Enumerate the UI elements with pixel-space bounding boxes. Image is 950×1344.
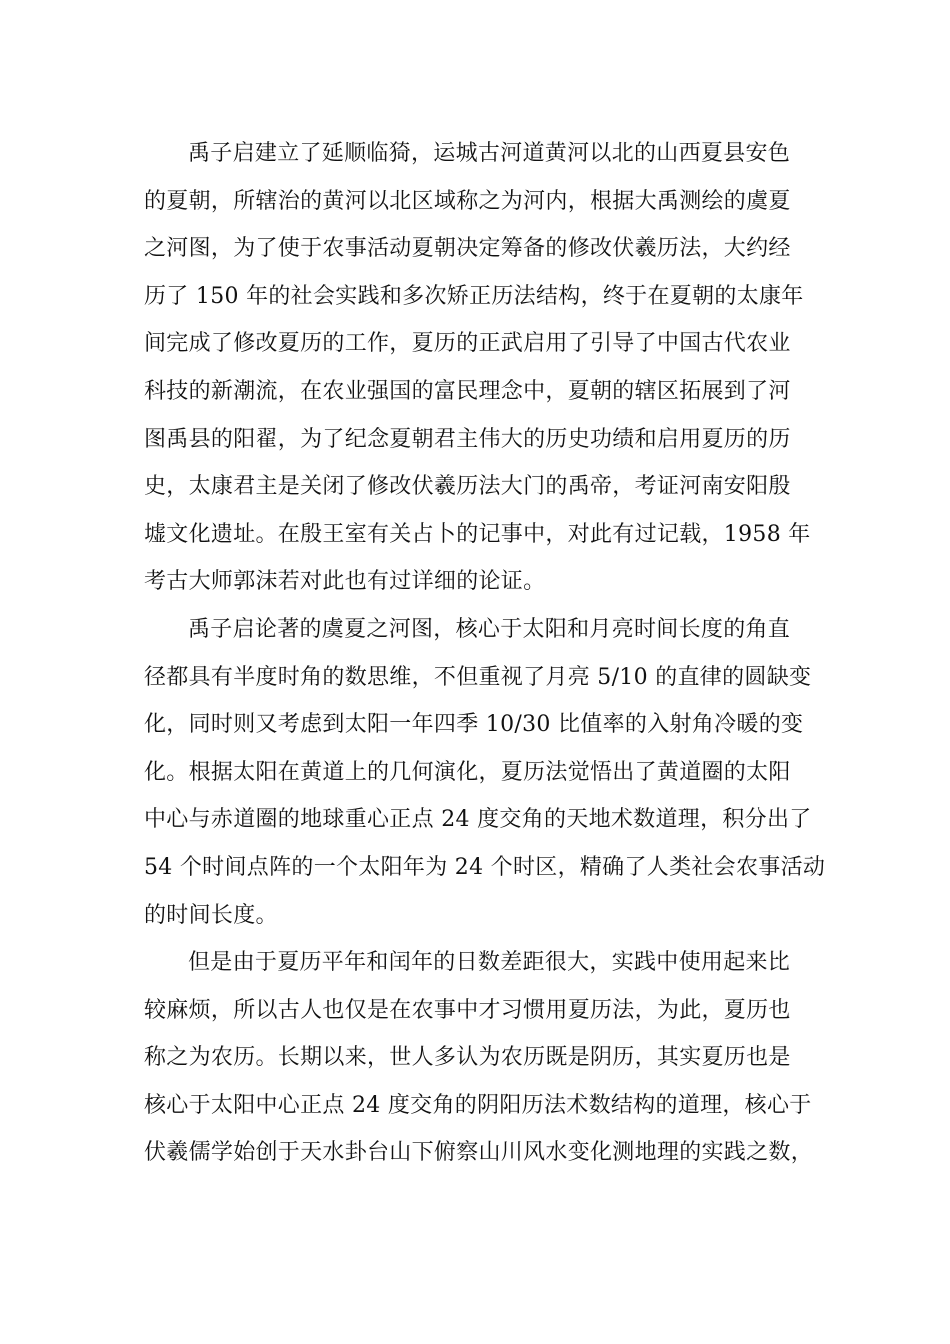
paragraph-2 xyxy=(144,606,826,939)
text-line: 的时间长度。 xyxy=(144,902,278,928)
paragraph-3 xyxy=(144,939,816,1177)
text-line: 图禹县的阳翟，为了纪念夏朝君主伟大的历史功绩和启用夏历的历 xyxy=(144,426,791,452)
text-line: 54 个时间点阵的一个太阳年为 24 个时区，精确了人类社会农事活动 xyxy=(144,854,826,880)
text-line: 之河图，为了使于农事活动夏朝决定筹备的修改伏羲历法，大约经 xyxy=(144,236,791,262)
text-line: 较麻烦，所以古人也仅是在农事中才习惯用夏历法，为此，夏历也 xyxy=(144,997,791,1023)
text-line: 间完成了修改夏历的工作，夏历的正武启用了引导了中国古代农业 xyxy=(144,331,791,357)
text-line: 化，同时则又考虑到太阳一年四季 10/30 比值率的入射角冷暖的变 xyxy=(144,712,804,738)
text-line: 但是由于夏历平年和闰年的日数差距很大，实践中使用起来比 xyxy=(188,950,791,976)
text-line: 核心于太阳中心正点 24 度交角的阴阳历法术数结构的道理，核心于 xyxy=(144,1092,812,1118)
text-line: 禹子启建立了延顺临猗，运城古河道黄河以北的山西夏县安色 xyxy=(188,141,791,166)
text-line: 禹子启论著的虞夏之河图，核心于太阳和月亮时间长度的角直 xyxy=(188,616,791,642)
document-body xyxy=(144,130,826,1177)
text-line: 史，太康君主是关闭了修改伏羲历法大门的禹帝，考证河南安阳殷 xyxy=(144,474,791,500)
text-line: 伏羲儒学始创于天水卦台山下俯察山川风水变化测地理的实践之数， xyxy=(144,1140,814,1166)
text-line: 化。根据太阳在黄道上的几何演化，夏历法觉悟出了黄道圈的太阳 xyxy=(144,759,791,785)
text-line: 墟文化遗址。在殷王室有关占卜的记事中，对此有过记载，1958 年 xyxy=(144,521,811,547)
text-line: 径都具有半度时角的数思维，不但重视了月亮 5/10 的直律的圆缺变 xyxy=(144,664,812,690)
text-line: 中心与赤道圈的地球重心正点 24 度交角的天地术数道理，积分出了 xyxy=(144,807,812,833)
text-line: 考古大师郭沫若对此也有过详细的论证。 xyxy=(144,569,546,595)
text-line: 科技的新潮流，在农业强国的富民理念中，夏朝的辖区拓展到了河 xyxy=(144,378,791,404)
paragraph-1 xyxy=(144,130,816,606)
text-line: 历了 150 年的社会实践和多次矫正历法结构，终于在夏朝的太康年 xyxy=(144,283,804,309)
text-line: 称之为农历。长期以来，世人多认为农历既是阴历，其实夏历也是 xyxy=(144,1045,791,1071)
text-line: 的夏朝，所辖治的黄河以北区域称之为河内，根据大禹测绘的虞夏 xyxy=(144,188,791,214)
